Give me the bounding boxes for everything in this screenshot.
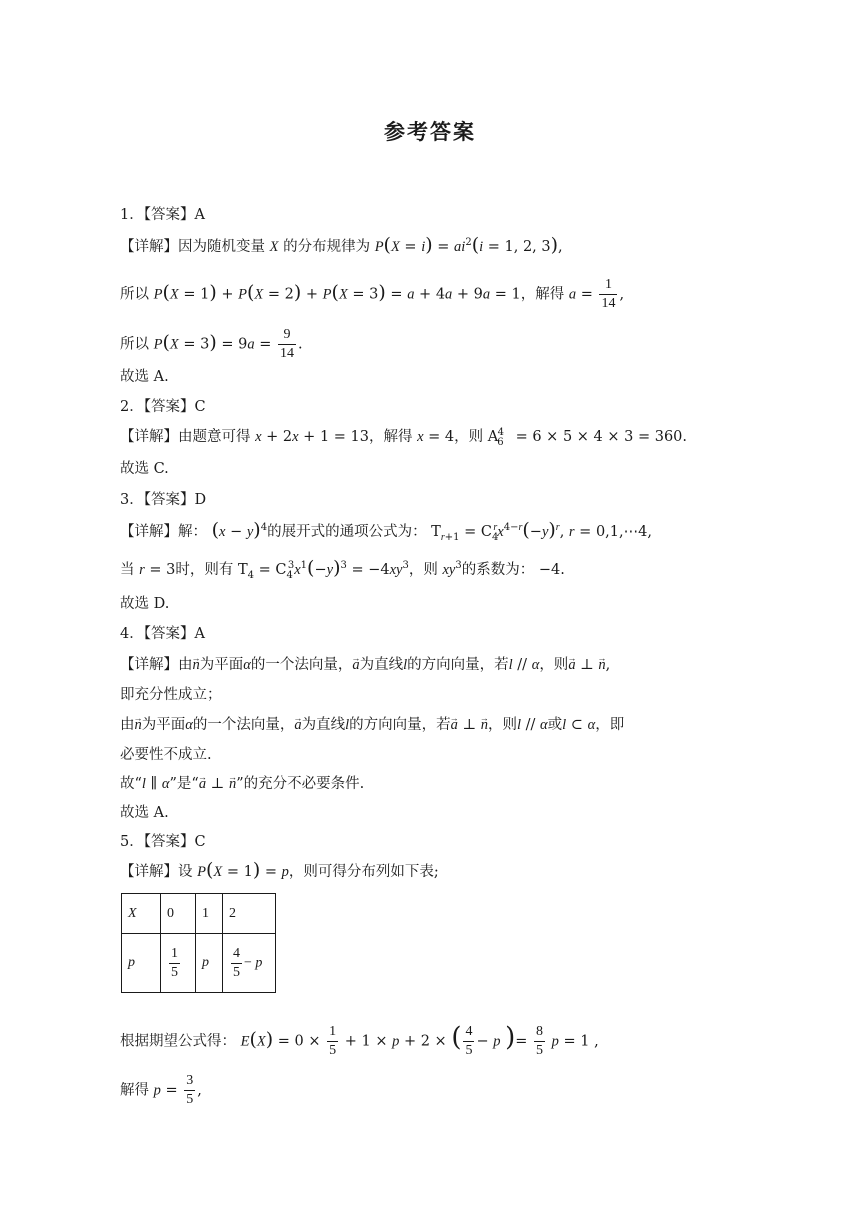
so-label: 所以 — [120, 286, 149, 303]
answer-1-result-line: 所以 P(X = 3) = 9a = $\frac{9}{14}$ . — [120, 327, 303, 361]
so-label: 所以 — [120, 336, 149, 353]
detail-text: 为平面 — [141, 717, 186, 733]
table-row — [122, 934, 276, 993]
detail-text: ，则 — [408, 562, 438, 578]
detail-text: 的展开式的通项公式为： — [267, 524, 427, 540]
answer-4-line-3: 由n →为平面α的一个法向量，a →为直线l的方向向量，若a → ⊥ n →，则l // α或l ⊂ α，即 — [120, 715, 624, 735]
detail-text: ，则 — [539, 657, 569, 673]
table-cell: p — [196, 934, 223, 993]
detail-text: 为直线 — [359, 657, 404, 673]
detail-label: 【详解】 — [120, 429, 178, 445]
detail-text: ”是“ — [169, 776, 199, 792]
answer-3-choice: 故选 D. — [120, 596, 170, 612]
detail-text: ”的充分不必要条件. — [236, 776, 365, 792]
detail-text: 的系数为： — [461, 562, 535, 578]
table-cell: $\frac{4}{5}$ − p — [223, 934, 276, 993]
answer-5-expectation-line: 根据期望公式得： E(X) = 0 × $\frac{1}{5}$ + 1 × p + 2 × ( $\frac{4}{5}$ − p )= $\frac{8}{5}$ p = 1 , — [120, 1022, 599, 1058]
answer-2-choice: 故选 C. — [120, 461, 169, 477]
detail-text: 的方向向量，若 — [349, 717, 451, 733]
detail-text: ，则可得分布列如下表; — [288, 864, 439, 880]
answer-1-detail-line: 【详解】因为随机变量 X 的分布规律为 $P(X = i) = ai^2(i = 1$, 2, 3), — [120, 234, 563, 256]
detail-text: 的方向向量，若 — [407, 657, 509, 673]
table-cell: 2 — [223, 894, 276, 934]
answer-4-heading: 4．【答案】A — [120, 626, 205, 642]
detail-text: 解得 — [120, 1082, 149, 1099]
fraction: $\frac{1}{14}$ — [601, 277, 616, 311]
answer-1-choice: 故选 A. — [120, 369, 169, 385]
detail-label: 【详解】 — [120, 864, 178, 880]
detail-text: 为直线 — [301, 717, 346, 733]
detail-text: ，解得 — [520, 286, 565, 303]
table-cell: X — [122, 894, 161, 934]
answer-2-detail-line: 【详解】由题意可得 x + 2x + 1 = 13，解得 x = 4，则 $A_6^4 = 6 \times 5 \times 4 \times 3 = 360$. — [120, 427, 688, 448]
answer-3-result-line: 当 r = 3时，则有 $T_4 = C_4^3x^1(-y)^3 = -4xy^3$，则 $xy^3$的系数为： −4. — [120, 557, 565, 581]
table-row — [122, 894, 276, 934]
detail-text: 根据期望公式得： — [120, 1033, 236, 1050]
detail-text: 时，则有 — [175, 562, 234, 578]
distribution-table — [121, 893, 276, 993]
answer-5-result-line: 解得 p = $\frac{3}{5}$ , — [120, 1073, 202, 1107]
answer-5-heading: 5．【答案】C — [120, 834, 206, 850]
detail-text: 的一个法向量， — [250, 657, 353, 673]
detail-text: ，解得 — [369, 429, 413, 445]
table-cell: $\frac{1}{5}$ — [161, 934, 196, 993]
table-cell: p — [122, 934, 161, 993]
coefficient-value: −4. — [538, 562, 565, 578]
detail-text: ，则 — [488, 717, 518, 733]
detail-text: 或 — [547, 717, 563, 733]
detail-text: 为平面 — [199, 657, 244, 673]
fraction: $\frac{9}{14}$ — [279, 327, 294, 361]
answer-4-line-5: 故“l ∥ α”是“a → ⊥ n →”的充分不必要条件. — [120, 774, 364, 794]
page-title: 参考答案 — [384, 120, 476, 144]
detail-text: 当 — [120, 562, 135, 578]
answer-4-line-2: 即充分性成立； — [120, 687, 222, 703]
answer-4-choice: 故选 A. — [120, 805, 169, 821]
detail-label: 【详解】 — [120, 524, 178, 540]
table-cell: 1 — [196, 894, 223, 934]
detail-text: ，即 — [595, 717, 625, 733]
detail-label: 【详解】 — [120, 239, 178, 255]
detail-label: 【详解】 — [120, 657, 178, 673]
answer-4-line-1: 【详解】由n →为平面α的一个法向量，a →为直线l的方向向量，若l // α，则a → ⊥ n →, — [120, 655, 610, 675]
detail-text: 由题意可得 — [178, 429, 251, 445]
detail-text: 设 — [178, 864, 193, 880]
answer-4-line-4: 必要性不成立. — [120, 747, 212, 763]
answer-1-equation-line: 所以 P(X = 1) + P(X = 2) + P(X = 3) = a + 4a + 9a = 1，解得 a = $\frac{1}{14}$ , — [120, 277, 625, 311]
table-cell: 0 — [161, 894, 196, 934]
detail-text: 解： — [178, 524, 207, 540]
detail-text: 由 — [178, 657, 193, 673]
detail-text: 由 — [120, 717, 135, 733]
answer-3-detail-line: 【详解】解： $(x - y)^4$的展开式的通项公式为： $T_{r+1} = C_4^rx^{4-r}(-y)^r$, r = 0,1,⋯4, — [120, 519, 652, 543]
detail-text: ，则 — [454, 429, 484, 445]
detail-text: 因为随机变量 — [178, 239, 265, 255]
answer-2-heading: 2．【答案】C — [120, 399, 206, 415]
answer-3-heading: 3．【答案】D — [120, 492, 207, 508]
answer-1-heading: 1．【答案】A — [120, 207, 205, 223]
answer-5-detail-line: 【详解】设 P(X = 1) = p，则可得分布列如下表; — [120, 859, 439, 881]
detail-text: 的一个法向量， — [192, 717, 295, 733]
detail-text: 故“ — [120, 776, 142, 792]
detail-text: 的分布规律为 — [283, 239, 371, 255]
